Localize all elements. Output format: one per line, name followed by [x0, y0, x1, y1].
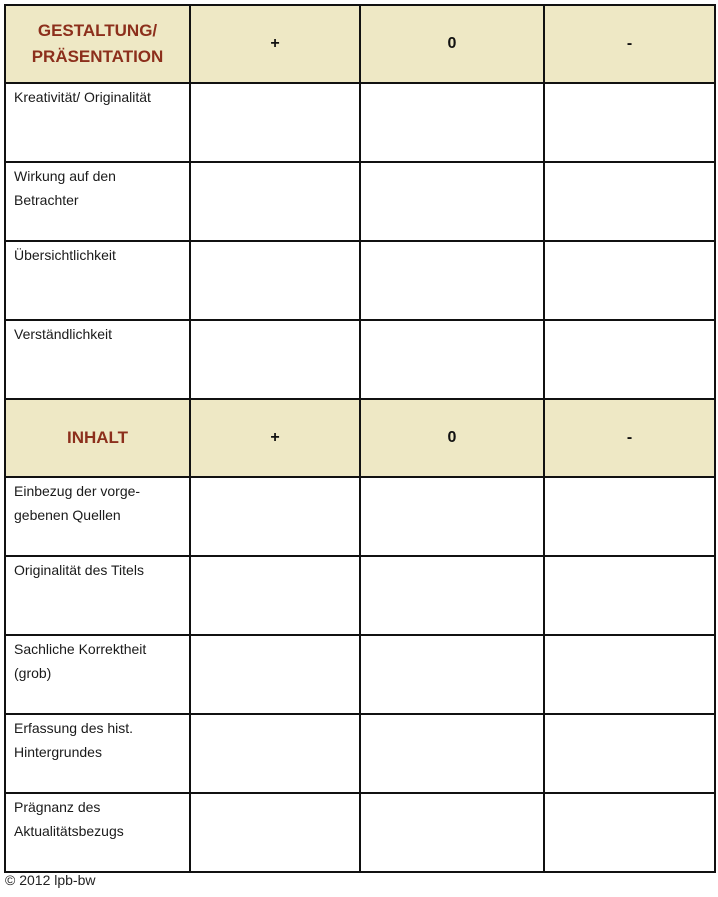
criterion-label: Kreativität/ Originalität [14, 89, 151, 105]
rating-header-plus: + [190, 5, 360, 83]
rating-cell-plus[interactable] [190, 635, 360, 714]
rating-cell-minus[interactable] [544, 320, 715, 399]
table-row [5, 556, 715, 635]
criterion-label: gebenen Quellen [14, 507, 121, 523]
rating-header-minus: - [544, 5, 715, 83]
section-header-gestaltung [5, 5, 715, 83]
rating-cell-minus[interactable] [544, 793, 715, 872]
criterion-label: Aktualitätsbezugs [14, 823, 124, 839]
rating-header-zero: 0 [360, 5, 544, 83]
criterion-label: Hintergrundes [14, 744, 102, 760]
rating-cell-zero[interactable] [360, 714, 544, 793]
rating-header-minus: - [544, 399, 715, 477]
copyright-notice: © 2012 lpb-bw [5, 872, 96, 888]
rating-cell-minus[interactable] [544, 635, 715, 714]
rating-cell-minus[interactable] [544, 83, 715, 162]
rating-cell-zero[interactable] [360, 320, 544, 399]
rating-cell-zero[interactable] [360, 556, 544, 635]
rating-cell-zero[interactable] [360, 241, 544, 320]
criterion-label: Verständlichkeit [14, 326, 113, 342]
criterion-label: Prägnanz des [14, 799, 101, 815]
table-row [5, 241, 715, 320]
rating-cell-plus[interactable] [190, 320, 360, 399]
rating-cell-plus[interactable] [190, 793, 360, 872]
criterion-label: Sachliche Korrektheit [14, 641, 147, 657]
rating-cell-zero[interactable] [360, 162, 544, 241]
section-title-cell [5, 5, 190, 83]
evaluation-table [4, 4, 716, 873]
rating-cell-plus[interactable] [190, 241, 360, 320]
table-row [5, 320, 715, 399]
rating-cell-zero[interactable] [360, 793, 544, 872]
section-title-line: INHALT [66, 428, 129, 447]
rating-cell-minus[interactable] [544, 241, 715, 320]
table-row [5, 793, 715, 872]
criterion-label: Betrachter [14, 192, 79, 208]
table-row [5, 635, 715, 714]
table-row [5, 477, 715, 556]
section-header-inhalt [5, 399, 715, 477]
criterion-label: Wirkung auf den [14, 168, 116, 184]
rating-cell-minus[interactable] [544, 477, 715, 556]
criterion-cell [5, 162, 190, 241]
section-title-cell [5, 399, 190, 477]
criterion-cell [5, 320, 190, 399]
rating-cell-minus[interactable] [544, 714, 715, 793]
rating-header-plus: + [190, 399, 360, 477]
rating-cell-zero[interactable] [360, 477, 544, 556]
table-row [5, 162, 715, 241]
criterion-cell [5, 793, 190, 872]
criterion-cell [5, 556, 190, 635]
rating-header-zero: 0 [360, 399, 544, 477]
criterion-label: Erfassung des hist. [14, 720, 134, 736]
criterion-cell [5, 241, 190, 320]
criterion-cell [5, 635, 190, 714]
rating-cell-plus[interactable] [190, 162, 360, 241]
rating-cell-plus[interactable] [190, 556, 360, 635]
criterion-cell [5, 83, 190, 162]
table-row [5, 83, 715, 162]
table-row [5, 714, 715, 793]
criterion-cell [5, 714, 190, 793]
criterion-cell [5, 477, 190, 556]
rating-cell-plus[interactable] [190, 477, 360, 556]
rating-cell-minus[interactable] [544, 162, 715, 241]
rating-cell-zero[interactable] [360, 83, 544, 162]
criterion-label: (grob) [14, 665, 52, 681]
section-title-line: GESTALTUNG/ [37, 21, 158, 40]
rating-cell-plus[interactable] [190, 714, 360, 793]
rating-cell-plus[interactable] [190, 83, 360, 162]
rating-cell-zero[interactable] [360, 635, 544, 714]
criterion-label: Übersichtlichkeit [14, 247, 116, 263]
criterion-label: Einbezug der vorge- [14, 483, 141, 499]
criterion-label: Originalität des Titels [14, 562, 144, 578]
rating-cell-minus[interactable] [544, 556, 715, 635]
section-title-line: PRÄSENTATION [31, 47, 164, 66]
